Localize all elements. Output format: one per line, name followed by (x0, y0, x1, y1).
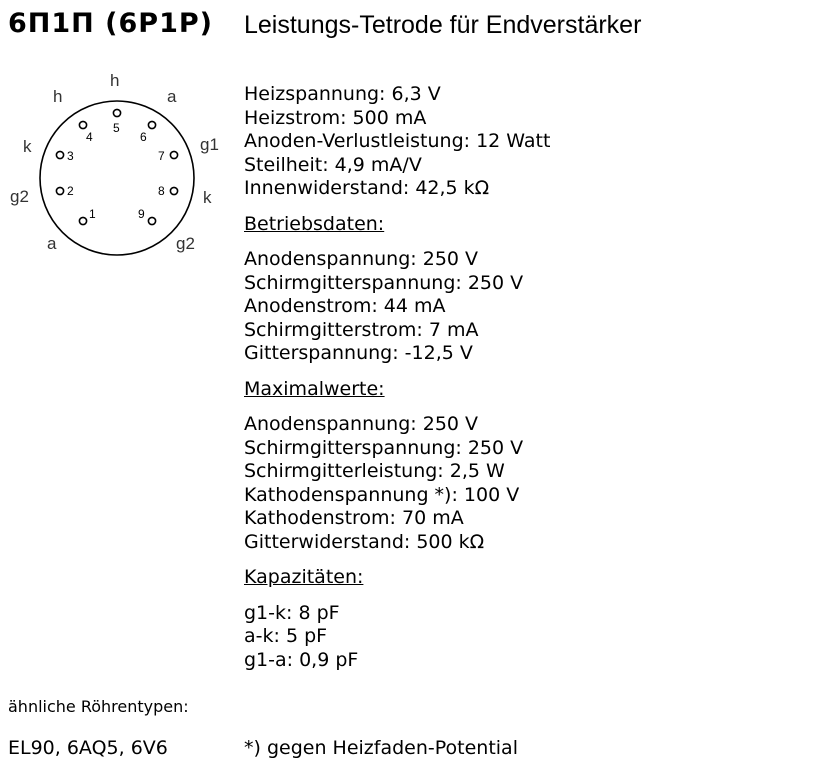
outer-label: g2 (176, 234, 195, 253)
pin-number: 5 (113, 121, 120, 135)
pin-number: 9 (138, 207, 145, 221)
outer-label: g2 (10, 187, 29, 206)
spec-line: Schirmgitterstrom: 7 mA (244, 318, 479, 341)
spec-line: Kathodenspannung *): 100 V (244, 483, 520, 506)
section-heading-operating: Betriebsdaten: (244, 212, 385, 235)
spec-line: Kathodenstrom: 70 mA (244, 507, 464, 529)
spec-line: Anodenspannung: 250 V (244, 413, 479, 435)
spec-line: Schirmgitterspannung: 250 V (244, 436, 524, 459)
spec-line: Gitterwiderstand: 500 kΩ (244, 530, 485, 553)
outer-label: g1 (200, 135, 219, 154)
outer-label: a (47, 234, 57, 253)
spec-line: g1-k: 8 pF (244, 601, 340, 624)
pinout-diagram (0, 60, 235, 270)
outer-label: h (110, 71, 120, 90)
pin-8 (170, 187, 177, 194)
spec-line: Heizstrom: 500 mA (244, 106, 427, 129)
outer-label: a (167, 87, 177, 106)
pin-6 (148, 121, 155, 128)
spec-line: Innenwiderstand: 42,5 kΩ (244, 177, 490, 199)
spec-line: g1-a: 0,9 pF (244, 648, 359, 671)
pin-2 (56, 187, 63, 194)
pin-number: 1 (89, 207, 96, 221)
outer-label: k (203, 188, 212, 207)
section-heading-max: Maximalwerte: (244, 377, 385, 400)
pin-number: 7 (158, 149, 165, 163)
outer-label: k (23, 137, 32, 156)
similar-types-label: ähnliche Röhrentypen: (8, 697, 189, 716)
tube-title: 6П1П (6Р1Р) (8, 8, 213, 39)
spec-list (244, 83, 814, 672)
spec-line: Anodenspannung: 250 V (244, 248, 479, 270)
spec-line: Anoden-Verlustleistung: 12 Watt (244, 130, 551, 152)
pin-3 (56, 151, 63, 158)
footnote: *) gegen Heizfaden-Potential (244, 737, 518, 759)
pin-9 (148, 217, 155, 224)
pin-number: 3 (67, 149, 74, 163)
section-heading-capacitance: Kapazitäten: (244, 566, 364, 588)
pin-7 (170, 151, 177, 158)
spec-line: Gitterspannung: -12,5 V (244, 342, 473, 364)
pin-number: 4 (86, 130, 93, 144)
pin-number: 2 (67, 184, 74, 198)
similar-types-list: EL90, 6AQ5, 6V6 (8, 737, 168, 759)
spec-line: Anodenstrom: 44 mA (244, 295, 446, 317)
spec-line: Heizspannung: 6,3 V (244, 83, 441, 105)
spec-line: Steilheit: 4,9 mA/V (244, 153, 422, 176)
pin-1 (79, 217, 86, 224)
pin-number: 8 (158, 184, 165, 198)
pin-4 (79, 121, 86, 128)
spec-line: Schirmgitterspannung: 250 V (244, 271, 524, 294)
spec-line: a-k: 5 pF (244, 625, 328, 647)
outer-label: h (53, 87, 63, 106)
pin-5 (113, 109, 120, 116)
spec-line: Schirmgitterleistung: 2,5 W (244, 460, 505, 482)
pin-number: 6 (140, 130, 147, 144)
tube-subtitle: Leistungs-Tetrode für Endverstärker (244, 11, 642, 39)
